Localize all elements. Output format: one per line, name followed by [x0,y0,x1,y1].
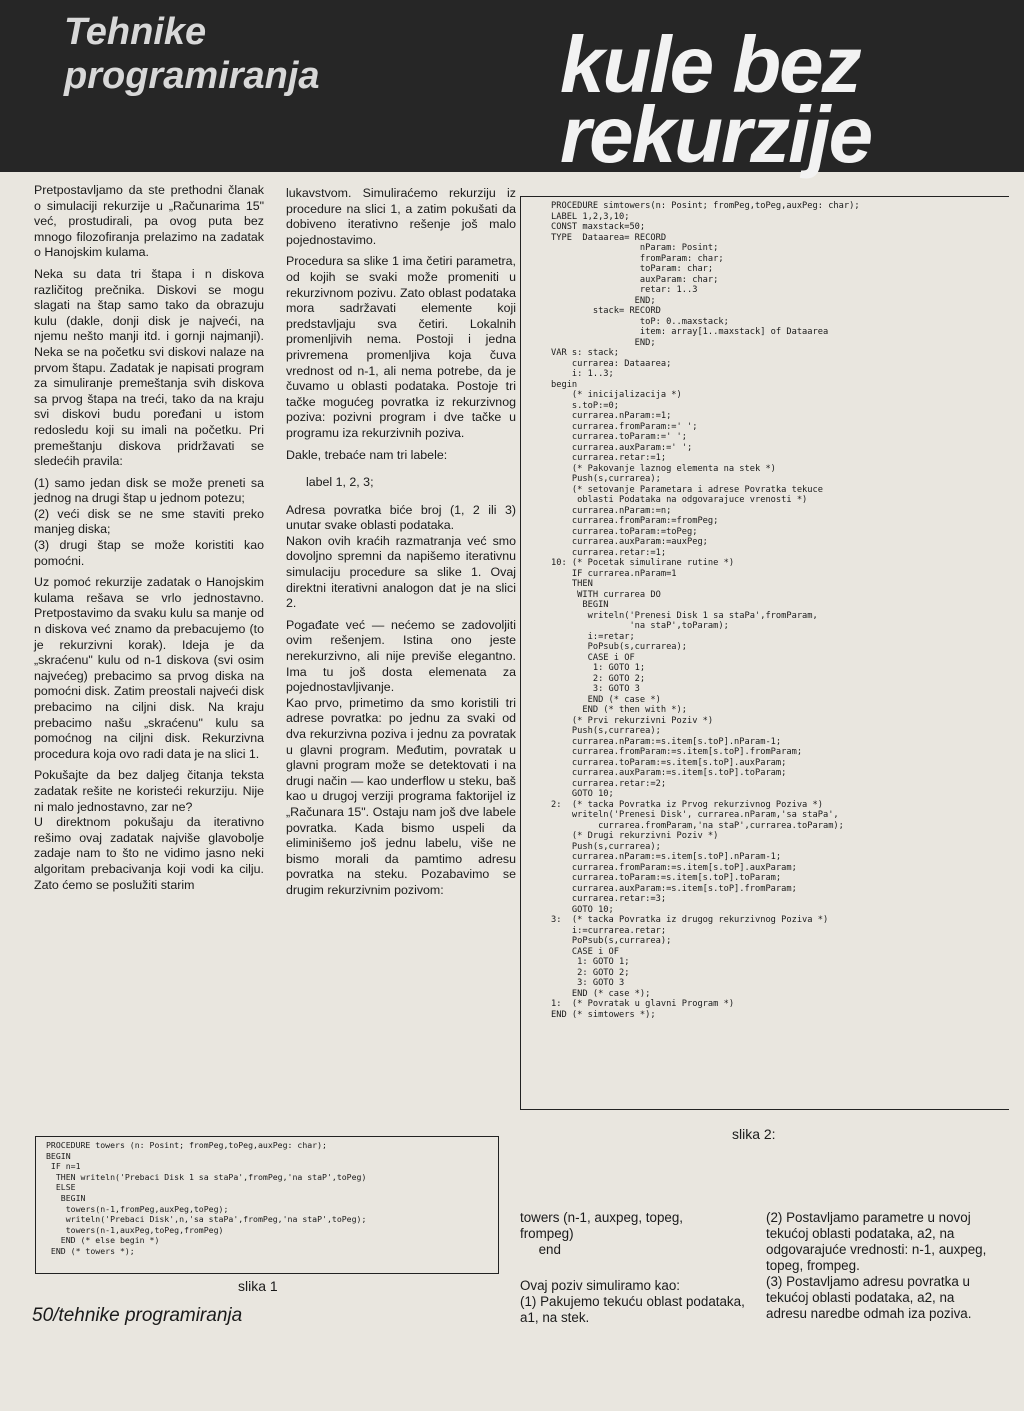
text-column-3 [520,1210,748,1326]
paragraph: Ovaj poziv simuliramo kao: (1) Pakujemo tekuću oblast podataka, a1, na stek. [520,1278,745,1325]
paragraph: Procedura sa slike 1 ima četiri parametra, od kojih se svaki može promeniti u rekurzivnom pozivu. Zato oblast podataka mora sadržavati elemente koji predstavljaju sva četiri. Lokalnih promenljivih nema. Postoji i jedna privremena promenljiva koja čuva vrednost od n-1, ali nema potrebe, da je čuvamo u oblasti podataka. Postoje tri tačke mogućeg povratka iz rekurzivnog poziva: pozivni program i dve tačke u programu iza rekurzivnih poziva. [286,254,516,440]
rule-item: (3) drugi štap se može koristiti kao pomoćni. [34,538,264,568]
figure-1-caption: slika 1 [238,1278,278,1294]
paragraph: Neka su data tri štapa i n diskova različitog prečnika. Diskovi se mogu slagati na štap samo tako da obrazuju kulu (dakle, donji disk je najveći, na njemu nešto manji itd. i gornji najmanji). Neka se na početku svi diskovi nalaze na prvom štapu. Zadatak je napisati program za simuliranje premeštanja svih diskova sa prvog štapa na treći, tako da na kraju svi diskovi budu poređani u istom redosledu koji su imali na početku. Pri premeštanju diskova pridržavati se sledećih pravila: [34,266,264,469]
paragraph: Kao prvo, primetimo da smo koristili tri adrese povratka: po jednu za svaki od dva rekurzivna poziva i jednu za povratak u glavni program. Međutim, povratak u glavni program može se detektovati i na drugi način — kao underflow u steku, baš kao u drugoj verziji programa faktorijel iz „Računara 15". Ostaju nam još dve labele povratka. Kada bismo uspeli da eliminišemo još jednu labelu, više ne bismo morali da pamtimo adresu povratka na steku. Pozabavimo se drugim rekurzivnim pozivom: [286,695,516,897]
paragraph: Uz pomoć rekurzije zadatak o Hanojskim kulama rešava se vrlo jednostavno. Pretpostavimo da svaku kulu sa manje od n diskova već znamo da prebacujemo (to je rekurzivni korak). Ideja je da „skraćenu" kulu od n-1 diskova (svi osim najvećeg) prebacimo sa prvog diska na pomoćni disk. Zatim preostali najveći disk prebacimo na ciljni disk. Na kraju prebacimo našu „skraćenu" kulu sa pomoćnog na ciljni disk. Rekurzivna procedura koja ovo radi data je na slici 1. [34,575,264,761]
section-title: Tehnike programiranja [64,11,320,97]
code-inline: label 1, 2, 3; [306,475,374,490]
paragraph: Pretpostavljamo da ste prethodni članak o simulaciji rekurzije u „Računarima 15" već, prostudirali, pa ovog puta bez mnogo filozofiranja prelazimo na zadatak o Hanojskim kulama. [34,183,264,260]
paragraph: Nakon ovih kraćih razmatranja već smo dovoljno spremni da napišemo iterativnu simulaciju procedure sa slike 1. Ovaj direktni iterativni analogon dat je na slici 2. [286,533,516,611]
text-column-1 [34,183,264,899]
rule-item: (1) samo jedan disk se može preneti sa jednog na drugi štap u jednom potezu; [34,475,264,506]
paragraph: Pogađate već — nećemo se zadovoljiti ovim rešenjem. Istina ono jeste nerekurzivno, ali nije previše elegantno. Ima tu još dosta elemenata za pojednostavljivanje. [286,617,516,695]
text-column-4 [766,1210,992,1322]
paragraph: U direktnom pokušaju da iterativno rešimo ovaj zadatak najviše glavobolje zadaje nam to što ne vidimo jasno neki algoritam prebacivanja koji vodi ka cilju. Zato ćemo se poslužiti starim [34,815,264,892]
figure-1-code: PROCEDURE towers (n: Posint; fromPeg,toPeg,auxPeg: char); BEGIN IF n=1 THEN writeln('Prebaci Disk 1 sa staPa',fromPeg,'na staP',toPeg) ELSE BEGIN towers(n-1,fromPeg,auxPeg,toPeg); writeln('Prebaci Disk',n,'sa staPa',fromPeg,'na staP',toPeg); towers(n-1,auxPeg,toPeg,fromPeg) END (* else begin *) END (* towers *); [46,1140,367,1256]
page-footer: 50/tehnike programiranja [32,1305,243,1326]
figure-2-code: PROCEDURE simtowers(n: Posint; fromPeg,toPeg,auxPeg: char); LABEL 1,2,3,10; CONST maxstack=50; TYPE Dataarea= RECORD nParam: Posint; fromParam: char; toParam: char; auxParam: char; retar: 1..3 END; stack= RECORD toP: 0..maxstack; item: array[1..maxstack] of Dataarea END; VAR s: stack; currarea: Dataarea; i: 1..3; begin (* inicijalizacija *) s.toP:=0; currarea.nParam:=1; currarea.fromParam:=' '; currarea.toParam:=' '; currarea.auxParam:=' '; currarea.retar:=1; (* Pakovanje laznog elementa na stek *) Push(s,currarea); (* setovanje Parametara i adrese Povratka tekuce oblasti Podataka na odgovarajuce vrenosti *) currarea.nParam:=n; currarea.fromParam:=fromPeg; currarea.toParam:=toPeg; currarea.auxParam:=auxPeg; currarea.retar:=1; 10: (* Pocetak simulirane rutine *) IF currarea.nParam=1 THEN WITH currarea DO BEGIN writeln('Prenesi Disk 1 sa staPa',fromParam, 'na staP',toParam); i:=retar; PoPsub(s,currarea); CASE i OF 1: GOTO 1; 2: GOTO 2; 3: GOTO 3 END (* case *) END (* then with *); (* Prvi rekurzivni Poziv *) Push(s,currarea); currarea.nParam:=s.item[s.toP].nParam-1; currarea.fromParam:=s.item[s.toP].fromParam; currarea.toParam:=s.item[s.toP].auxParam; currarea.auxParam:=s.item[s.toP].toParam; currarea.retar:=2; GOTO 10; 2: (* tacka Povratka iz Prvog rekurzivnog Poziva *) writeln('Prenesi Disk', currarea.nParam,'sa staPa', currarea.fromParam,'na staP',currarea.toParam); (* Drugi rekurzivni Poziv *) Push(s,currarea); currarea.nParam:=s.item[s.toP].nParam-1; currarea.fromParam:=s.item[s.toP].auxParam; currarea.toParam:=s.item[s.toP].toParam; currarea.auxParam:=s.item[s.toP].fromParam; currarea.retar:=3; GOTO 10; 3: (* tacka Povratka iz drugog rekurzivnog Poziva *) i:=currarea.retar; PoPsub(s,currarea); CASE i OF 1: GOTO 1; 2: GOTO 2; 3: GOTO 3 END (* case *); 1: (* Povratak u glavni Program *) END (* simtowers *); [551,201,860,1020]
figure-2-caption: slika 2: [732,1126,776,1142]
header-banner [0,0,1024,179]
paragraph: lukavstvom. Simuliraćemo rekurziju iz procedure na slici 1, a zatim pokušati da dobiveno iterativno rešenje još malo pojednostavimo. [286,186,516,247]
paragraph: Pokušajte da bez daljeg čitanja teksta zadatak rešite ne koristeći rekurziju. Nije ni malo jednostavno, zar ne? [34,768,264,814]
paragraph: Adresa povratka biće broj (1, 2 ili 3) unutar svake oblasti podataka. [286,502,516,533]
paragraph: (2) Postavljamo parametre u novoj tekućoj oblasti podataka, a2, na odgovarajuće vrednosti: n-1, auxpeg, topeg, frompeg. (3) Postavljamo adresu povratka u tekućoj oblasti podataka, a2, na adresu naredbe odmah iza poziva. [766,1210,987,1321]
rule-item: (2) veći disk se ne sme staviti preko manjeg diska; [34,506,264,537]
text-column-2 [286,186,516,905]
figure-1-code-box [35,1136,499,1274]
code-inline: towers (n-1, auxpeg, topeg, frompeg) end [520,1210,684,1257]
figure-2-code-box [520,196,1009,1110]
article-title: kule bez rekurzije [560,20,872,179]
paragraph: Dakle, trebaće nam tri labele: [286,447,448,462]
